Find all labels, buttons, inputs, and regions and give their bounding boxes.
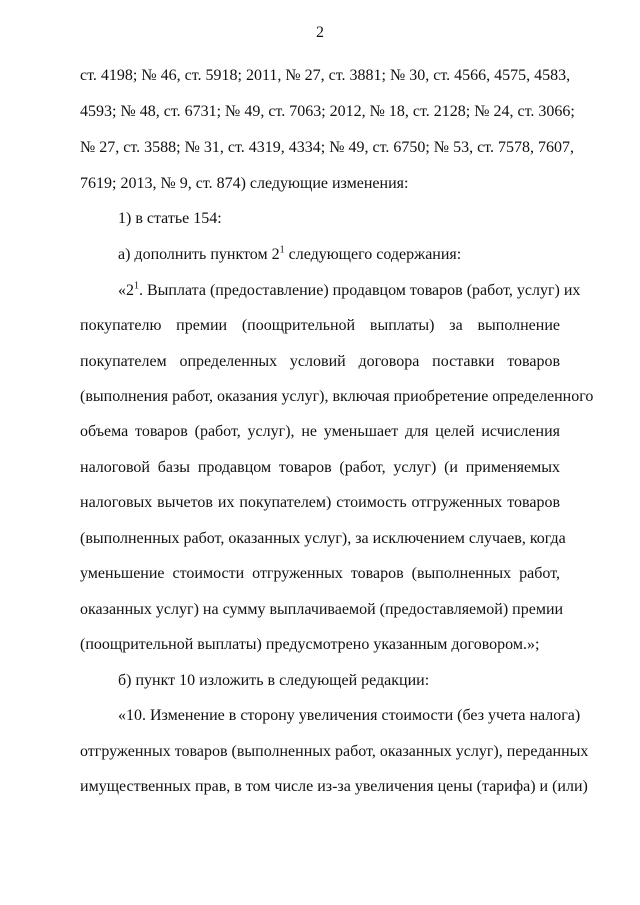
text-fragment: следующего содержания: (284, 246, 462, 263)
page-number: 2 (316, 24, 324, 41)
text-line: оказанных услуг) на сумму выплачиваемой (предоставляемой) премии (80, 601, 564, 618)
text-line: ст. 4198; № 46, ст. 5918; 2011, № 27, ст. 3881; № 30, ст. 4566, 4575, 4583, (80, 67, 571, 84)
superscript: 1 (279, 244, 285, 256)
text-line: № 27, ст. 3588; № 31, ст. 4319, 4334; № 49, ст. 6750; № 53, ст. 7578, 7607, (80, 139, 574, 156)
text-line (118, 280, 581, 301)
text-line: налоговых вычетов их покупателем) стоимость отгруженных товаров (80, 494, 560, 511)
text-fragment: а) дополнить пунктом 2 (118, 246, 280, 263)
text-line: 7619; 2013, № 9, ст. 874) следующие изменения: (80, 175, 409, 192)
text-line: «10. Изменение в сторону увеличения стоимости (без учета налога) (118, 707, 581, 724)
text-line: б) пункт 10 изложить в следующей редакции: (118, 672, 430, 689)
text-line: покупателем определенных условий договора поставки товаров (80, 353, 560, 370)
text-line: покупателю премии (поощрительной выплаты) за выполнение (80, 317, 560, 334)
superscript: 1 (134, 280, 139, 292)
text-line: отгруженных товаров (выполненных работ, оказанных услуг), переданных (80, 743, 589, 760)
text-line: 1) в статье 154: (118, 210, 222, 227)
text-line: (выполненных работ, оказанных услуг), за исключением случаев, когда (80, 530, 566, 547)
text-line: уменьшение стоимости отгруженных товаров (выполненных работ, (80, 565, 560, 582)
text-line: (поощрительной выплаты) предусмотрено указанным договором.»; (80, 636, 540, 653)
text-line: имущественных прав, в том числе из-за увеличения цены (тарифа) и (или) (80, 778, 588, 795)
text-line: объема товаров (работ, услуг), не уменьшает для целей исчисления (80, 423, 560, 440)
text-fragment: . Выплата (предоставление) продавцом товаров (работ, услуг) их (139, 282, 581, 299)
text-line: 4593; № 48, ст. 6731; № 49, ст. 7063; 2012, № 18, ст. 2128; № 24, ст. 3066; (80, 103, 575, 120)
text-fragment: «2 (118, 282, 134, 299)
text-line (118, 245, 560, 265)
text-line: (выполнения работ, оказания услуг), включая приобретение определенного (80, 388, 594, 405)
text-line: налоговой базы продавцом товаров (работ, услуг) (и применяемых (80, 459, 560, 476)
